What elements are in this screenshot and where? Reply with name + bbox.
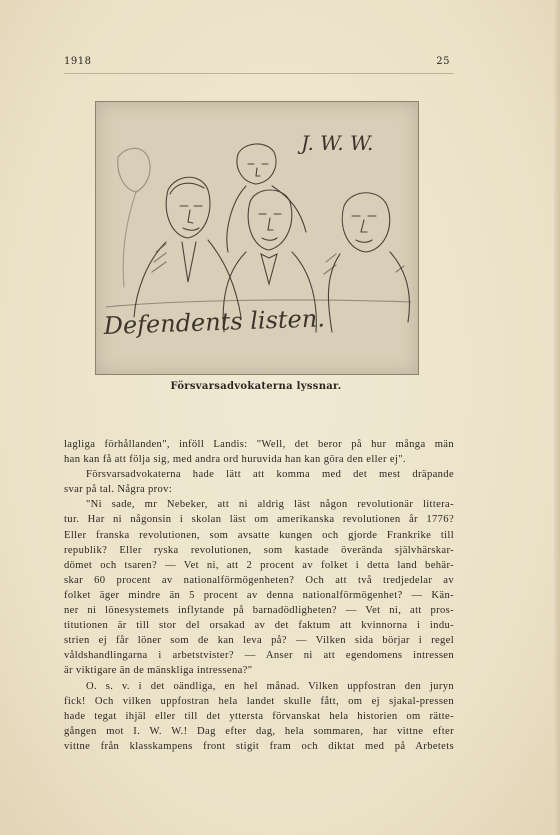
sketch-signature: J. W. W. bbox=[301, 131, 374, 155]
text-line: skar 60 procent av nationalförmögenheten? Och att två tredjedelar av bbox=[64, 574, 454, 586]
text-line: ner ni lönesystemets inflytande på barnadödligheten? — Vet ni, att pros- bbox=[64, 605, 454, 617]
page-edge bbox=[554, 0, 560, 835]
text-line: folket äger mindre än 5 procent av denna nationalförmögenhet? — Kän- bbox=[64, 589, 454, 601]
text-line: titutionen är till stor del orsakad av det faktum att kvinnorna i indu- bbox=[64, 620, 454, 632]
header-year: 1918 bbox=[64, 56, 92, 67]
text-line: "Ni sade, mr Nebeker, att ni aldrig läst någon revolutionär littera- bbox=[86, 499, 454, 511]
text-line: Eller franska revolutionen, som avsatte kungen och gjorde Frankrike till bbox=[64, 529, 454, 541]
figure-caption: Försvarsadvokaterna lyssnar. bbox=[170, 381, 342, 392]
page-number: 25 bbox=[436, 56, 450, 67]
running-header bbox=[64, 56, 450, 72]
courtroom-sketch bbox=[96, 102, 418, 374]
text-line: republik? Eller ryska revolutionen, som kastade överända självhärskar- bbox=[64, 544, 454, 556]
text-line: våldshandlingarna i arbetstvister? — Anser ni att egendomens intressen bbox=[64, 650, 454, 662]
text-line: hade tegat ihjäl eller till det yttersta förvanskat hela historien om rätte- bbox=[64, 710, 454, 722]
sketch-illustration bbox=[95, 101, 419, 375]
text-line: vittne från klasskampens front stigit fram och diktat med på Arbetets bbox=[64, 740, 454, 752]
text-line: svar på tal. Några prov: bbox=[64, 484, 173, 496]
text-line: Försvarsadvokaterna hade lätt att komma med det mest dräpande bbox=[86, 469, 454, 481]
text-line: han kan få att följa sig, med andra ord huruvida han kan göra den eller ej". bbox=[64, 454, 406, 466]
text-line: strien ej får löner som de kan leva på? — Vilken sida börjar i regel bbox=[64, 635, 454, 647]
text-line: är viktigare än de mänskliga intressena?" bbox=[64, 665, 253, 677]
text-line: lagliga förhållanden", inföll Landis: "Well, det beror på hur många män bbox=[64, 439, 454, 450]
sketch-caption-handwritten: Defendents listen. bbox=[103, 304, 326, 340]
text-line: tur. Har ni någonsin i skolan läst om amerikanska revolutionen år 1776? bbox=[64, 514, 454, 526]
body-text bbox=[64, 437, 454, 754]
text-line: fick! Och vilken uppfostran hela landet skulle fått, om ej sjakal-pressen bbox=[64, 695, 454, 707]
text-line: O. s. v. i det oändliga, en hel månad. Vilken uppfostran den juryn bbox=[86, 680, 454, 692]
text-line: dömet och tsaren? — Vet ni, att 2 procent av folket i detta land behär- bbox=[64, 559, 454, 571]
header-rule bbox=[64, 73, 454, 74]
text-line: gången mot I. W. W.! Dag efter dag, hela sommaren, har vittne efter bbox=[64, 725, 454, 737]
